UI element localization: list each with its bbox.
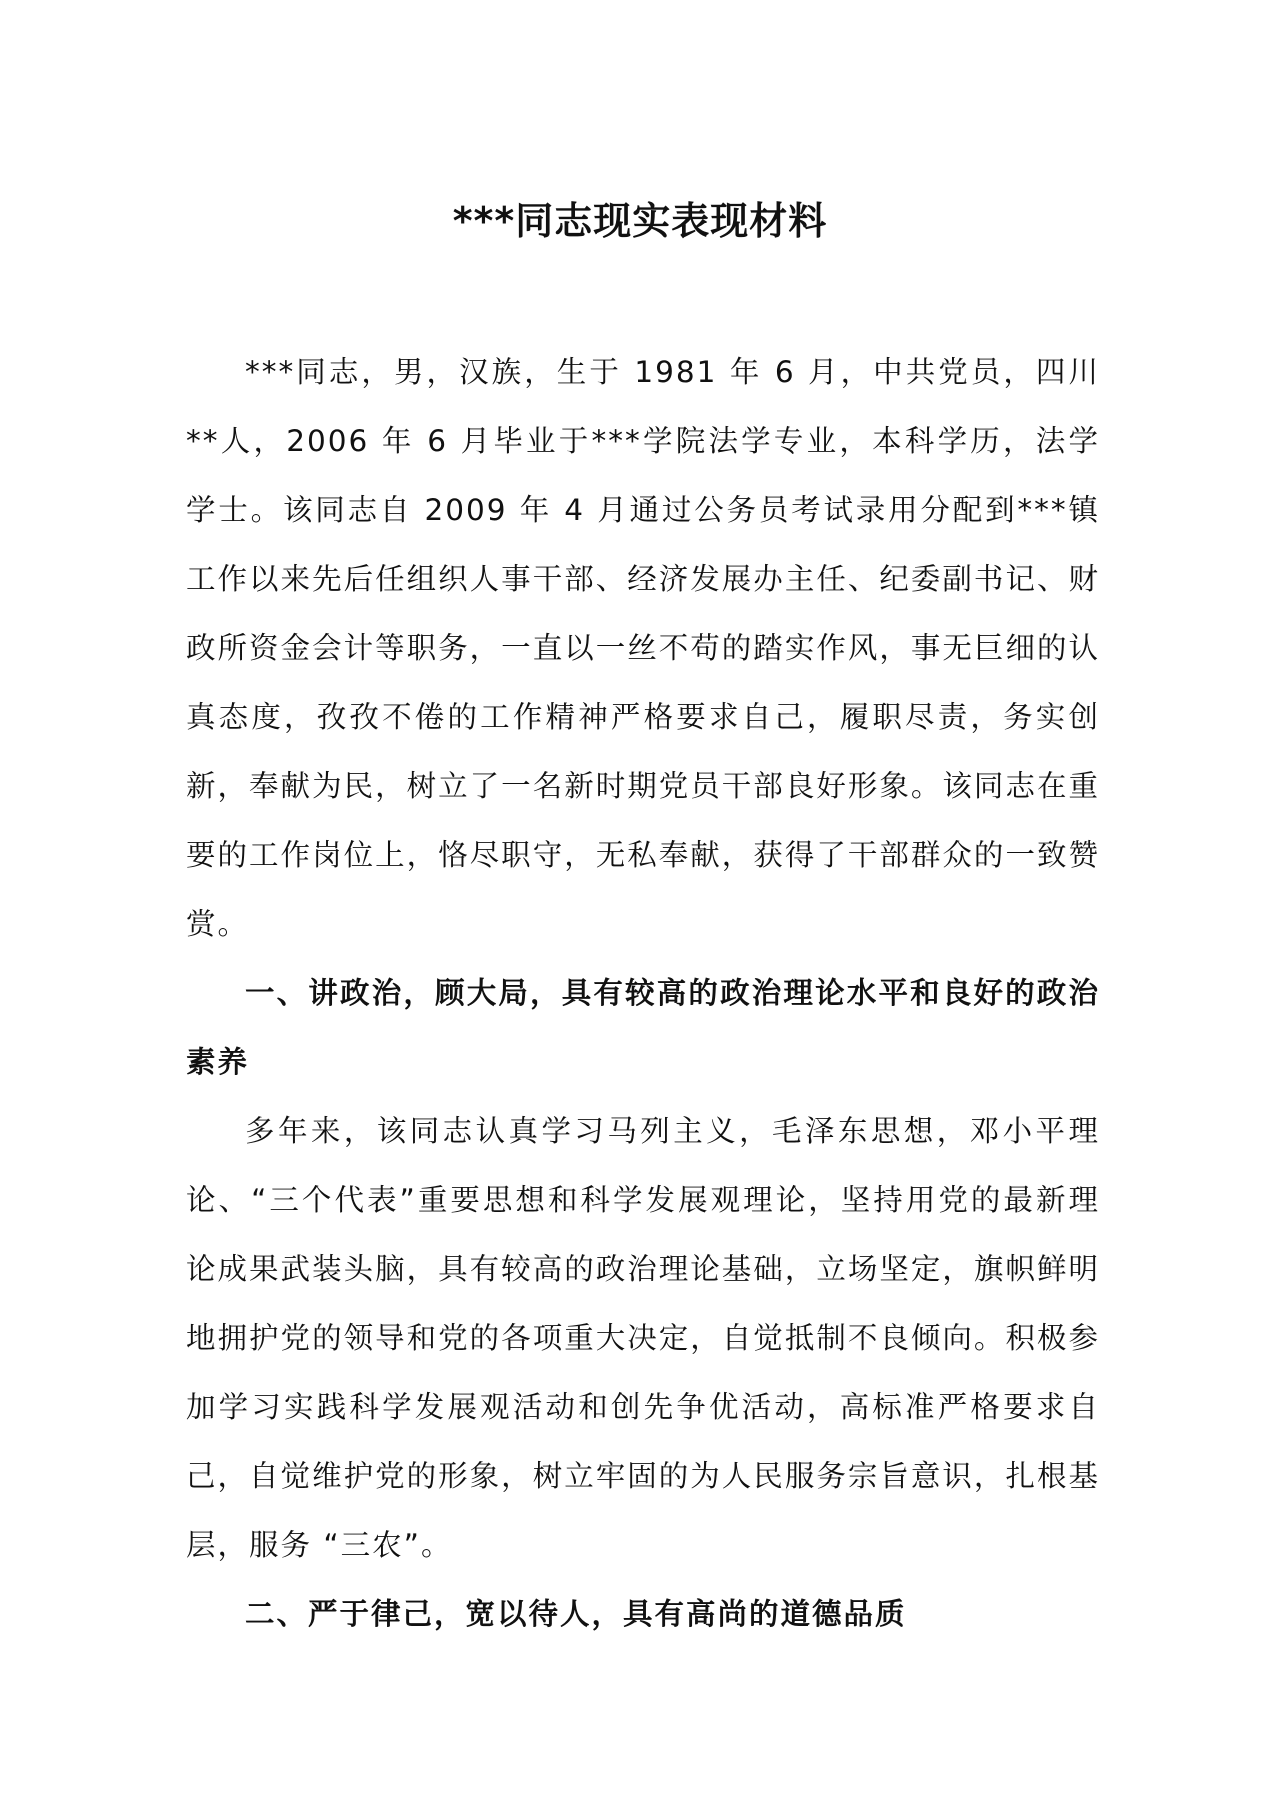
section-heading-2: 二、严于律己，宽以待人，具有高尚的道德品质 (245, 1597, 907, 1631)
document-title: ***同志现实表现材料 (452, 199, 828, 243)
section-1-paragraph: 多年来，该同志认真学习马列主义，毛泽东思想，邓小平理论、“三个代表”重要思想和科学发展观理论，坚持用党的最新理论成果武装头脑，具有较高的政治理论基础，立场坚定，旗帜鲜明地拥护党的领导和党的各项重大决定，自觉抵制不良倾向。积极参加学习实践科学发展观活动和创先争优活动，高标准严格要求自己，自觉维护党的形象，树立牢固的为人民服务宗旨意识，扎根基层，服务 “三农”。 (186, 1114, 1100, 1562)
section-heading-1: 一、讲政治，顾大局，具有较高的政治理论水平和良好的政治素养 (186, 976, 1100, 1079)
document-body (186, 338, 1100, 1649)
intro-paragraph: ***同志，男，汉族，生于 1981 年 6 月，中共党员，四川**人，2006 年 6 月毕业于***学院法学专业，本科学历，法学学士。该同志自 2009 年 4 月通过公务员考试录用分配到***镇工作以来先后任组织人事干部、经济发展办主任、纪委副书记、财政所资金会计等职务，一直以一丝不苟的踏实作风，事无巨细的认真态度，孜孜不倦的工作精神严格要求自己，履职尽责，务实创新，奉献为民，树立了一名新时期党员干部良好形象。该同志在重要的工作岗位上，恪尽职守，无私奉献，获得了干部群众的一致赞赏。 (186, 355, 1100, 941)
